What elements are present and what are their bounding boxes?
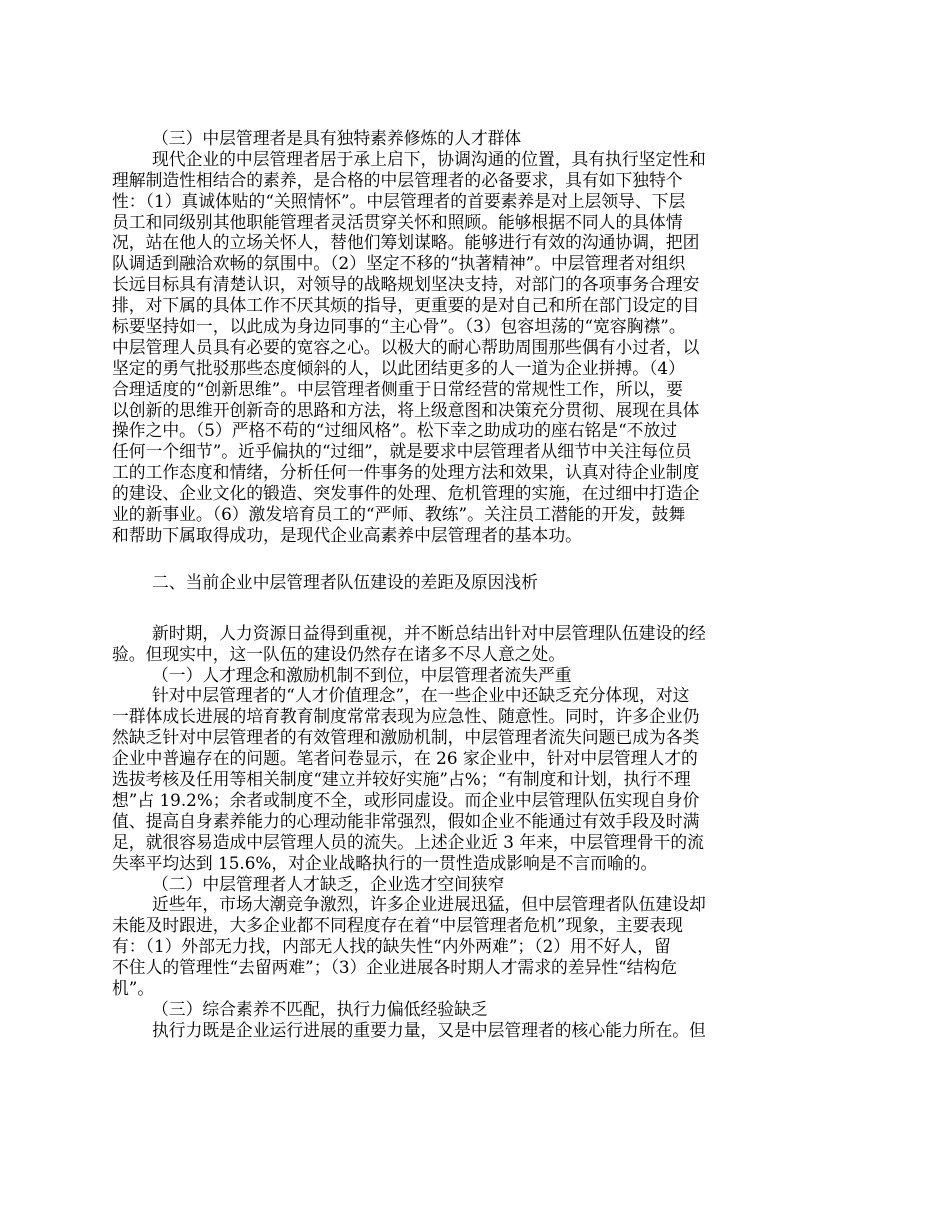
paragraph-line: 的建设、企业文化的锻造、突发事件的处理、危机管理的实施，在过细中打造企 [112,483,700,504]
paragraph-line: 性：（1）真诚体贴的“关照情怀”。中层管理者的首要素养是对上层领导、下层 [112,190,686,211]
section-heading: （三）中层管理者是具有独特素养修炼的人才群体 [152,128,522,148]
paragraph-line: 足，就很容易造成中层管理人员的流失。上述企业近 3 年来，中层管理骨干的流 [112,831,704,852]
subsection-heading: （一）人才理念和激励机制不到位，中层管理者流失严重 [152,664,572,685]
paragraph-line: 然缺乏针对中层管理者的有效管理和激励机制，中层管理者流失问题已成为各类 [112,727,700,748]
paragraph-line: 坚定的勇气批驳那些态度倾斜的人，以此团结更多的人一道为企业拼搏。（4） [112,357,685,378]
paragraph-line: 选拔考核及任用等相关制度“建立并较好实施”占%；“有制度和计划，执行不理 [112,769,691,790]
paragraph-line: 员工和同级别其他职能管理者灵活贯穿关怀和照顾。能够根据不同人的具体情 [112,211,683,232]
paragraph-line: 以创新的思维开创新奇的思路和方法，将上级意图和决策充分贯彻、展现在具体 [112,399,700,420]
paragraph-line: 针对中层管理者的“人才价值理念”，在一些企业中还缺乏充分体现，对这 [152,685,690,706]
paragraph-line: 队调适到融洽欢畅的氛围中。（2）坚定不移的“执著精神”。中层管理者对组织 [112,253,686,274]
paragraph-line: 长远目标具有清楚认识，对领导的战略规划坚决支持，对部门的各项事务合理安 [112,274,700,295]
paragraph-line: 未能及时跟进，大多企业都不同程度存在着“中层管理者危机”现象，主要表现 [112,915,683,936]
paragraph-line: 合理适度的“创新思维”。中层管理者侧重于日常经营的常规性工作，所以，要 [112,378,683,399]
paragraph-line: 操作之中。（5）严格不苟的“过细风格”。松下幸之助成功的座右铭是“不放过 [112,420,678,441]
paragraph-line: 验。但现实中，这一队伍的建设仍然存在诸多不尽人意之处。 [112,643,566,664]
paragraph-line: 理解制造性相结合的素养，是合格的中层管理者的必备要求，具有如下独特个 [112,169,683,190]
paragraph-line: 新时期，人力资源日益得到重视，并不断总结出针对中层管理队伍建设的经 [152,622,706,643]
subsection-heading: （三）综合素养不匹配，执行力偏低经验缺乏 [152,998,488,1019]
paragraph-line: 况，站在他人的立场关怀人，替他们筹划谋略。能够进行有效的沟通协调，把团 [112,232,700,253]
paragraph-line: 一群体成长进展的培育教育制度常常表现为应急性、随意性。同时，许多企业仍 [112,706,700,727]
document-page [112,128,772,1041]
paragraph-line: 排，对下属的具体工作不厌其烦的指导，更重要的是对自己和所在部门设定的目 [112,295,700,316]
subsection-heading: （二）中层管理者人才缺乏，企业选才空间狭窄 [152,873,505,894]
paragraph-line: 业的新事业。（6）激发培育员工的“严师、教练”。关注员工潜能的开发，鼓舞 [112,504,686,525]
part-heading: 二、当前企业中层管理者队伍建设的差距及原因浅析 [152,571,538,592]
paragraph-line: 中层管理人员具有必要的宽容之心。以极大的耐心帮助周围那些偶有小过者，以 [112,336,700,357]
paragraph-line: 企业中普遍存在的问题。笔者问卷显示，在 26 家企业中，针对中层管理人才的 [112,748,698,769]
paragraph-line: 和帮助下属取得成功，是现代企业高素养中层管理者的基本功。 [112,524,582,545]
paragraph-line: 标要坚持如一，以此成为身边同事的“主心骨”。（3）包容坦荡的“宽容胸襟”。 [112,316,686,337]
paragraph-line: 近些年，市场大潮竞争激烈，许多企业进展迅猛，但中层管理者队伍建设却 [152,894,706,915]
paragraph-line: 工的工作态度和情绪，分析任何一件事务的处理方法和效果，认真对待企业制度 [112,462,700,483]
paragraph-line: 有：（1）外部无力找，内部无人找的缺失性“内外两难”；（2）用不好人，留 [112,936,671,957]
paragraph-line: 执行力既是企业运行进展的重要力量，又是中层管理者的核心能力所在。但 [152,1019,706,1040]
paragraph-line: 失率平均达到 15.6%，对企业战略执行的一贯性造成影响是不言而喻的。 [112,852,658,873]
paragraph-line: 不住人的管理性“去留两难”；（3）企业进展各时期人才需求的差异性“结构危 [112,957,678,978]
paragraph-line: 现代企业的中层管理者居于承上启下，协调沟通的位置，具有执行坚定性和 [152,148,706,169]
paragraph-line: 任何一个细节”。近乎偏执的“过细”，就是要求中层管理者从细节中关注每位员 [112,441,692,462]
paragraph-line: 值、提高自身素养能力的心理动能非常强烈，假如企业不能通过有效手段及时满 [112,810,700,831]
paragraph-line: 机”。 [112,977,155,998]
paragraph-line: 想”占 19.2%；余者或制度不全，或形同虚设。而企业中层管理队伍实现自身价 [112,789,700,810]
